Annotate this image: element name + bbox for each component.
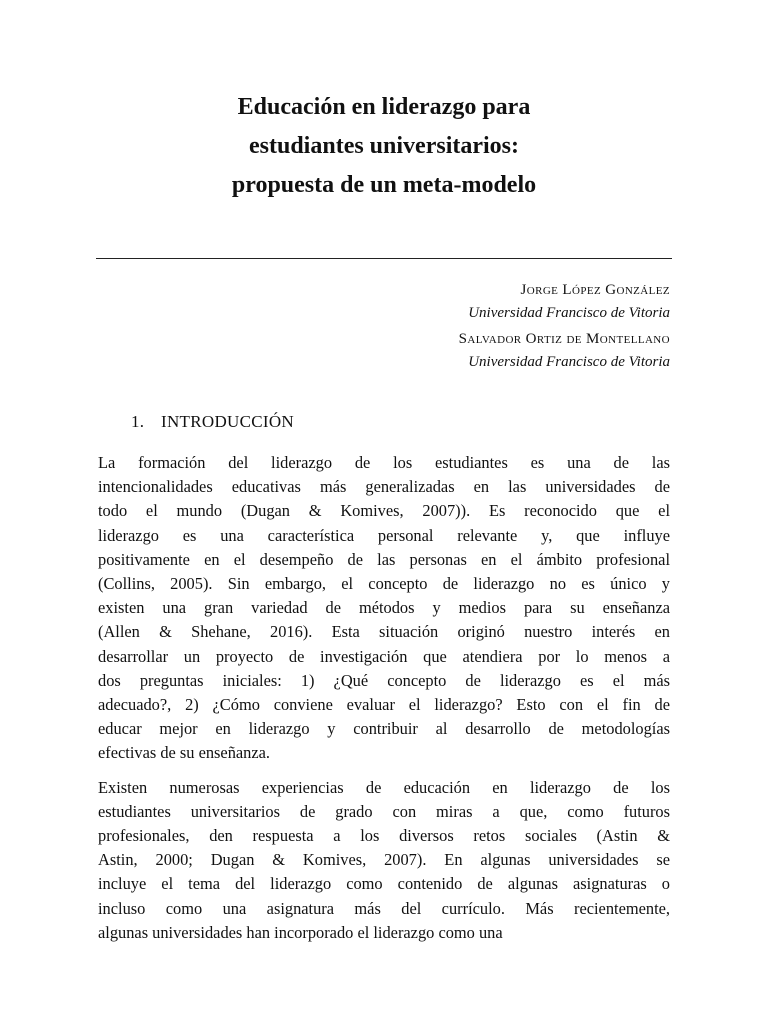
text-line: efectivas de su enseñanza. bbox=[98, 743, 271, 763]
author-name: Salvador Ortiz de Montellano bbox=[458, 331, 670, 347]
text-line: todo el mundo (Dugan & Komives, 2007)). Es reconocido que el bbox=[98, 501, 670, 521]
author-affiliation: Universidad Francisco de Vitoria bbox=[468, 354, 670, 370]
text-line: Existen numerosas experiencias de educación en liderazgo de los bbox=[98, 777, 670, 797]
author-list bbox=[459, 279, 670, 377]
text-line: liderazgo es una característica personal relevante y, que influye bbox=[98, 525, 670, 545]
text-line: La formación del liderazgo de los estudiantes es una de las bbox=[98, 453, 670, 472]
paper-title bbox=[96, 88, 672, 205]
title-line: propuesta de un meta-modelo bbox=[231, 172, 537, 198]
section-number: 1. bbox=[131, 412, 145, 431]
title-line: Educación en liderazgo para bbox=[237, 94, 531, 120]
title-line: estudiantes universitarios: bbox=[249, 133, 519, 159]
section-heading bbox=[131, 412, 294, 432]
text-line: (Collins, 2005). Sin embargo, el concepto de liderazgo no es único y bbox=[98, 574, 670, 594]
text-line: estudiantes universitarios de grado con miras a que, como futuros bbox=[98, 801, 670, 821]
author bbox=[459, 328, 670, 374]
text-line: algunas universidades han incorporado el liderazgo como una bbox=[98, 922, 503, 942]
paragraph bbox=[98, 776, 670, 945]
text-line: educar mejor en liderazgo y contribuir al desarrollo de metodologías bbox=[98, 719, 670, 739]
text-line: incluye el tema del liderazgo como contenido de algunas asignaturas o bbox=[98, 874, 670, 894]
title-divider bbox=[96, 258, 672, 259]
author bbox=[459, 279, 670, 325]
body-text bbox=[98, 451, 670, 945]
text-line: intencionalidades educativas más generalizadas en las universidades de bbox=[98, 477, 670, 497]
text-line: positivamente en el desempeño de las personas en el ámbito profesional bbox=[98, 549, 670, 569]
text-line: dos preguntas iniciales: 1) ¿Qué concepto de liderazgo es el más bbox=[98, 670, 670, 690]
text-line: (Allen & Shehane, 2016). Esta situación originó nuestro interés en bbox=[98, 622, 670, 642]
text-line: desarrollar un proyecto de investigación que atendiera por lo menos a bbox=[98, 646, 670, 666]
section-title: INTRODUCCIÓN bbox=[161, 412, 294, 431]
text-line: profesionales, den respuesta a los diversos retos sociales (Astin & bbox=[98, 826, 670, 846]
paragraph bbox=[98, 451, 670, 766]
text-line: Astin, 2000; Dugan & Komives, 2007). En algunas universidades se bbox=[98, 850, 670, 870]
text-line: adecuado?, 2) ¿Cómo conviene evaluar el liderazgo? Esto con el fin de bbox=[98, 695, 670, 715]
author-name: Jorge López González bbox=[520, 282, 670, 298]
author-affiliation: Universidad Francisco de Vitoria bbox=[468, 305, 670, 321]
text-line: existen una gran variedad de métodos y medios para su enseñanza bbox=[98, 598, 670, 618]
text-line: incluso como una asignatura más del currículo. Más recientemente, bbox=[98, 898, 670, 918]
